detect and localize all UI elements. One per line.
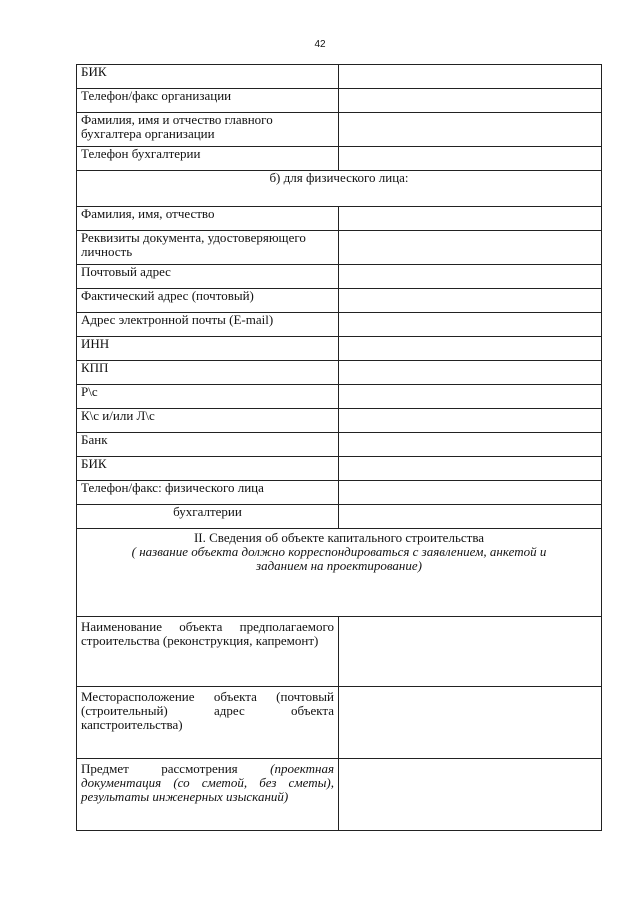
field-label-inn: ИНН — [77, 337, 339, 361]
field-label-object-name: Наименование объекта предполагаемого строительства (реконструкция, капремонт) — [81, 619, 334, 648]
section-b-title: б) для физического лица: — [77, 171, 602, 207]
table-row — [77, 89, 602, 113]
field-label-bik-person: БИК — [77, 457, 339, 481]
field-value-email[interactable] — [339, 313, 602, 337]
section-header-row — [77, 529, 602, 617]
field-value-kpp[interactable] — [339, 361, 602, 385]
table-row — [77, 409, 602, 433]
field-label-kpp: КПП — [77, 361, 339, 385]
table-row — [77, 265, 602, 289]
section-2-note: ( название объекта должно корреспондироваться с заявлением, анкетой и заданием на проектирование) — [131, 544, 547, 573]
field-label-id-document: Реквизиты документа, удостоверяющего личность — [77, 231, 339, 265]
field-value-accounting-phone[interactable] — [339, 147, 602, 171]
field-value-id-document[interactable] — [339, 231, 602, 265]
field-label-bank: Банк — [77, 433, 339, 457]
table-row — [77, 505, 602, 529]
page-number: 42 — [314, 39, 326, 50]
table-row — [77, 289, 602, 313]
table-row — [77, 385, 602, 409]
field-value-bik-person[interactable] — [339, 457, 602, 481]
field-label-email: Адрес электронной почты (E-mail) — [77, 313, 339, 337]
field-label-corr-account: К\с и/или Л\с — [77, 409, 339, 433]
field-value-postal-address[interactable] — [339, 265, 602, 289]
field-value-actual-address[interactable] — [339, 289, 602, 313]
field-value-corr-account[interactable] — [339, 409, 602, 433]
table-row — [77, 433, 602, 457]
field-value-accounting[interactable] — [339, 505, 602, 529]
table-row — [77, 207, 602, 231]
table-row — [77, 113, 602, 147]
table-row — [77, 361, 602, 385]
field-value-chief-accountant[interactable] — [339, 113, 602, 147]
field-label-postal-address: Почтовый адрес — [77, 265, 339, 289]
field-label-org-phone: Телефон/факс организации — [77, 89, 339, 113]
field-value-bik-org[interactable] — [339, 65, 602, 89]
table-row — [77, 313, 602, 337]
field-value-settlement-account[interactable] — [339, 385, 602, 409]
table-row — [77, 687, 602, 759]
section-header-row — [77, 171, 602, 207]
field-value-inn[interactable] — [339, 337, 602, 361]
table-row — [77, 457, 602, 481]
field-label-subject-note: (проектная документация (со сметой, без сметы), результаты инженерных изысканий) — [81, 761, 334, 804]
field-value-subject[interactable] — [339, 759, 602, 831]
section-2-title: II. Сведения об объекте капитального строительства — [193, 530, 485, 545]
field-value-object-location[interactable] — [339, 687, 602, 759]
application-form-table — [76, 64, 602, 831]
field-label-subject: Предмет рассмотрения — [81, 761, 238, 776]
field-label-bik-org: БИК — [77, 65, 339, 89]
field-value-person-phone[interactable] — [339, 481, 602, 505]
field-label-settlement-account: Р\с — [77, 385, 339, 409]
field-value-bank[interactable] — [339, 433, 602, 457]
field-label-chief-accountant: Фамилия, имя и отчество главного бухгалтера организации — [77, 113, 339, 147]
table-row — [77, 147, 602, 171]
field-label-full-name: Фамилия, имя, отчество — [77, 207, 339, 231]
table-row — [77, 337, 602, 361]
table-row — [77, 481, 602, 505]
field-value-org-phone[interactable] — [339, 89, 602, 113]
field-label-accounting: бухгалтерии — [77, 505, 339, 529]
field-label-object-location: Месторасположение объекта (почтовый (строительный) адрес объекта капстроительства) — [81, 689, 334, 732]
table-row — [77, 759, 602, 831]
field-label-person-phone: Телефон/факс: физического лица — [77, 481, 339, 505]
table-row — [77, 231, 602, 265]
field-value-full-name[interactable] — [339, 207, 602, 231]
field-label-actual-address: Фактический адрес (почтовый) — [77, 289, 339, 313]
field-value-object-name[interactable] — [339, 617, 602, 687]
field-label-accounting-phone: Телефон бухгалтерии — [77, 147, 339, 171]
table-row — [77, 65, 602, 89]
table-row — [77, 617, 602, 687]
